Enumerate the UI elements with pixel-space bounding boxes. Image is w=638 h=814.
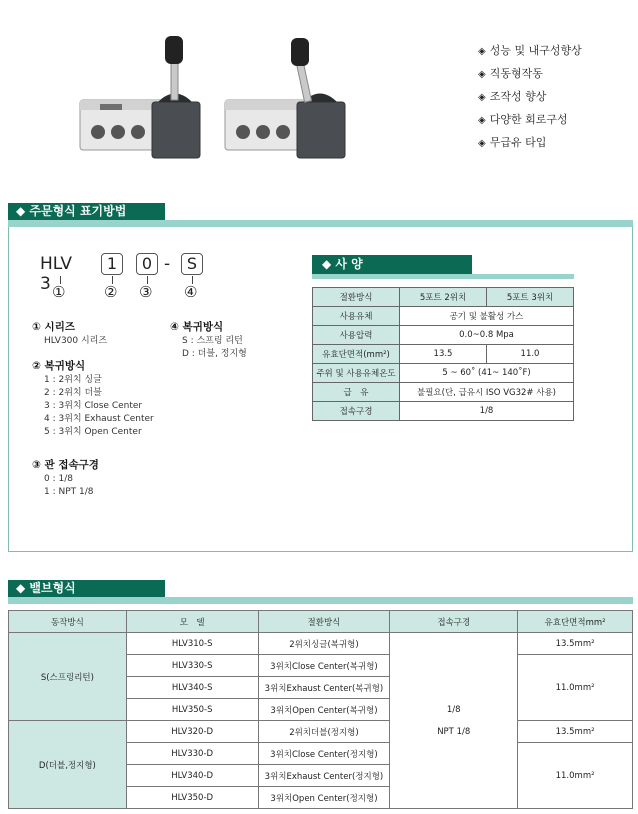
switch-cell: 3위치Close Center(정지형) [258, 743, 390, 765]
spec-value: 5포트 2위치 [400, 288, 487, 307]
valve-product-photo-left [70, 30, 210, 170]
legend-title: ① 시리즈 [32, 321, 75, 333]
legend-item: 0 : 1/8 [44, 474, 73, 484]
feature-item: ◈ 무급유 타입 [478, 136, 547, 149]
legend-item: S : 스프링 리턴 [182, 336, 243, 346]
legend-return-method [32, 359, 154, 439]
spec-label: 사용유체 [313, 307, 400, 326]
legend-item: 1 : NPT 1/8 [44, 487, 94, 497]
model-cell: HLV330-D [126, 743, 258, 765]
area-cell: 13.5mm² [518, 633, 633, 655]
spec-value: 13.5 [400, 345, 487, 364]
order-section-title: ◆ 주문형식 표기방법 [8, 203, 165, 220]
col-header: 접속구경 [390, 611, 518, 633]
spec-value: 5 ~ 60˚ (41~ 140˚F) [400, 364, 574, 383]
legend-reset-method [170, 320, 247, 361]
group-spring-return: S(스프링리턴) [9, 633, 127, 721]
feature-item: ◈ 조작성 향상 [478, 90, 547, 103]
legend-item: HLV300 시리즈 [44, 336, 108, 346]
code-prefix: HLV 3 [40, 254, 73, 294]
switch-cell: 3위치Open Center(정지형) [258, 787, 390, 809]
area-cell: 11.0mm² [518, 743, 633, 809]
group-double-stop: D(더블,정지형) [9, 721, 127, 809]
spec-value: 0.0~0.8 Mpa [400, 326, 574, 345]
feature-item: ◈ 직동형작동 [478, 67, 543, 80]
spec-title: ◆ 사 양 [312, 255, 472, 274]
table-row [9, 721, 633, 743]
code-box-port: 0 [136, 253, 158, 275]
model-cell: HLV350-D [126, 787, 258, 809]
spec-label: 유효단면적(mm²) [313, 345, 400, 364]
port-npt-value: NPT 1/8 [437, 726, 471, 737]
valve-section-title: ◆ 밸브형식 [8, 580, 165, 597]
area-cell: 11.0mm² [518, 655, 633, 721]
model-cell: HLV350-S [126, 699, 258, 721]
legend-item: 2 : 2위치 더블 [44, 388, 102, 398]
feature-item: ◈ 성능 및 내구성향상 [478, 44, 582, 57]
order-section-divider [8, 220, 633, 227]
model-cell: HLV340-D [126, 765, 258, 787]
spec-row [313, 307, 574, 326]
spec-label: 주위 및 사용유체온도 [313, 364, 400, 383]
legend-port-size [32, 458, 99, 499]
legend-title: ④ 복귀방식 [170, 321, 224, 333]
spec-label: 접속구경 [313, 402, 400, 421]
port-value: 1/8 [446, 704, 461, 715]
col-header: 모 델 [126, 611, 258, 633]
valve-type-table [8, 610, 633, 809]
spec-label: 사용압력 [313, 326, 400, 345]
port-cell [390, 633, 518, 809]
table-row [9, 633, 633, 655]
spec-row [313, 383, 574, 402]
valve-header-row [9, 611, 633, 633]
legend-item: 5 : 3위치 Open Center [44, 427, 142, 437]
legend-title: ③ 관 접속구경 [32, 459, 99, 471]
marker-port: ③ [139, 283, 153, 301]
spec-label: 급 유 [313, 383, 400, 402]
spec-value: 1/8 [400, 402, 574, 421]
spec-divider [312, 274, 574, 279]
spec-value: 5포트 3위치 [487, 288, 574, 307]
spec-row [313, 345, 574, 364]
feature-list [478, 44, 582, 159]
switch-cell: 3위치Close Center(복귀형) [258, 655, 390, 677]
spec-table [312, 287, 574, 421]
spec-row [313, 288, 574, 307]
legend-item: 3 : 3위치 Close Center [44, 401, 143, 411]
spec-row [313, 326, 574, 345]
code-box-reset: S [181, 253, 203, 275]
code-dash: - [164, 254, 171, 274]
col-header: 절환방식 [258, 611, 390, 633]
switch-cell: 3위치Exhaust Center(복귀형) [258, 677, 390, 699]
spec-row [313, 364, 574, 383]
valve-section-divider [8, 597, 633, 604]
legend-series [32, 320, 107, 348]
spec-label: 절환방식 [313, 288, 400, 307]
marker-return: ② [104, 283, 118, 301]
legend-item: 4 : 3위치 Exhaust Center [44, 414, 154, 424]
spec-value: 11.0 [487, 345, 574, 364]
switch-cell: 2위치더블(정지형) [258, 721, 390, 743]
legend-item: 1 : 2위치 싱글 [44, 375, 102, 385]
col-header: 유효단면적mm² [518, 611, 633, 633]
col-header: 동작방식 [9, 611, 127, 633]
valve-product-photo-right [215, 30, 355, 170]
spec-row [313, 402, 574, 421]
marker-reset: ④ [184, 283, 198, 301]
model-cell: HLV320-D [126, 721, 258, 743]
model-cell: HLV330-S [126, 655, 258, 677]
code-box-return: 1 [101, 253, 123, 275]
switch-cell: 3위치Exhaust Center(정지형) [258, 765, 390, 787]
area-cell: 13.5mm² [518, 721, 633, 743]
model-cell: HLV340-S [126, 677, 258, 699]
spec-value: 불필요(단, 급유시 ISO VG32# 사용) [400, 383, 574, 402]
switch-cell: 2위치싱글(복귀형) [258, 633, 390, 655]
marker-series: ① [52, 283, 66, 301]
spec-value: 공기 및 불활성 가스 [400, 307, 574, 326]
legend-item: D : 더블, 정지형 [182, 349, 247, 359]
model-cell: HLV310-S [126, 633, 258, 655]
feature-item: ◈ 다양한 회로구성 [478, 113, 568, 126]
legend-title: ② 복귀방식 [32, 360, 86, 372]
switch-cell: 3위치Open Center(복귀형) [258, 699, 390, 721]
